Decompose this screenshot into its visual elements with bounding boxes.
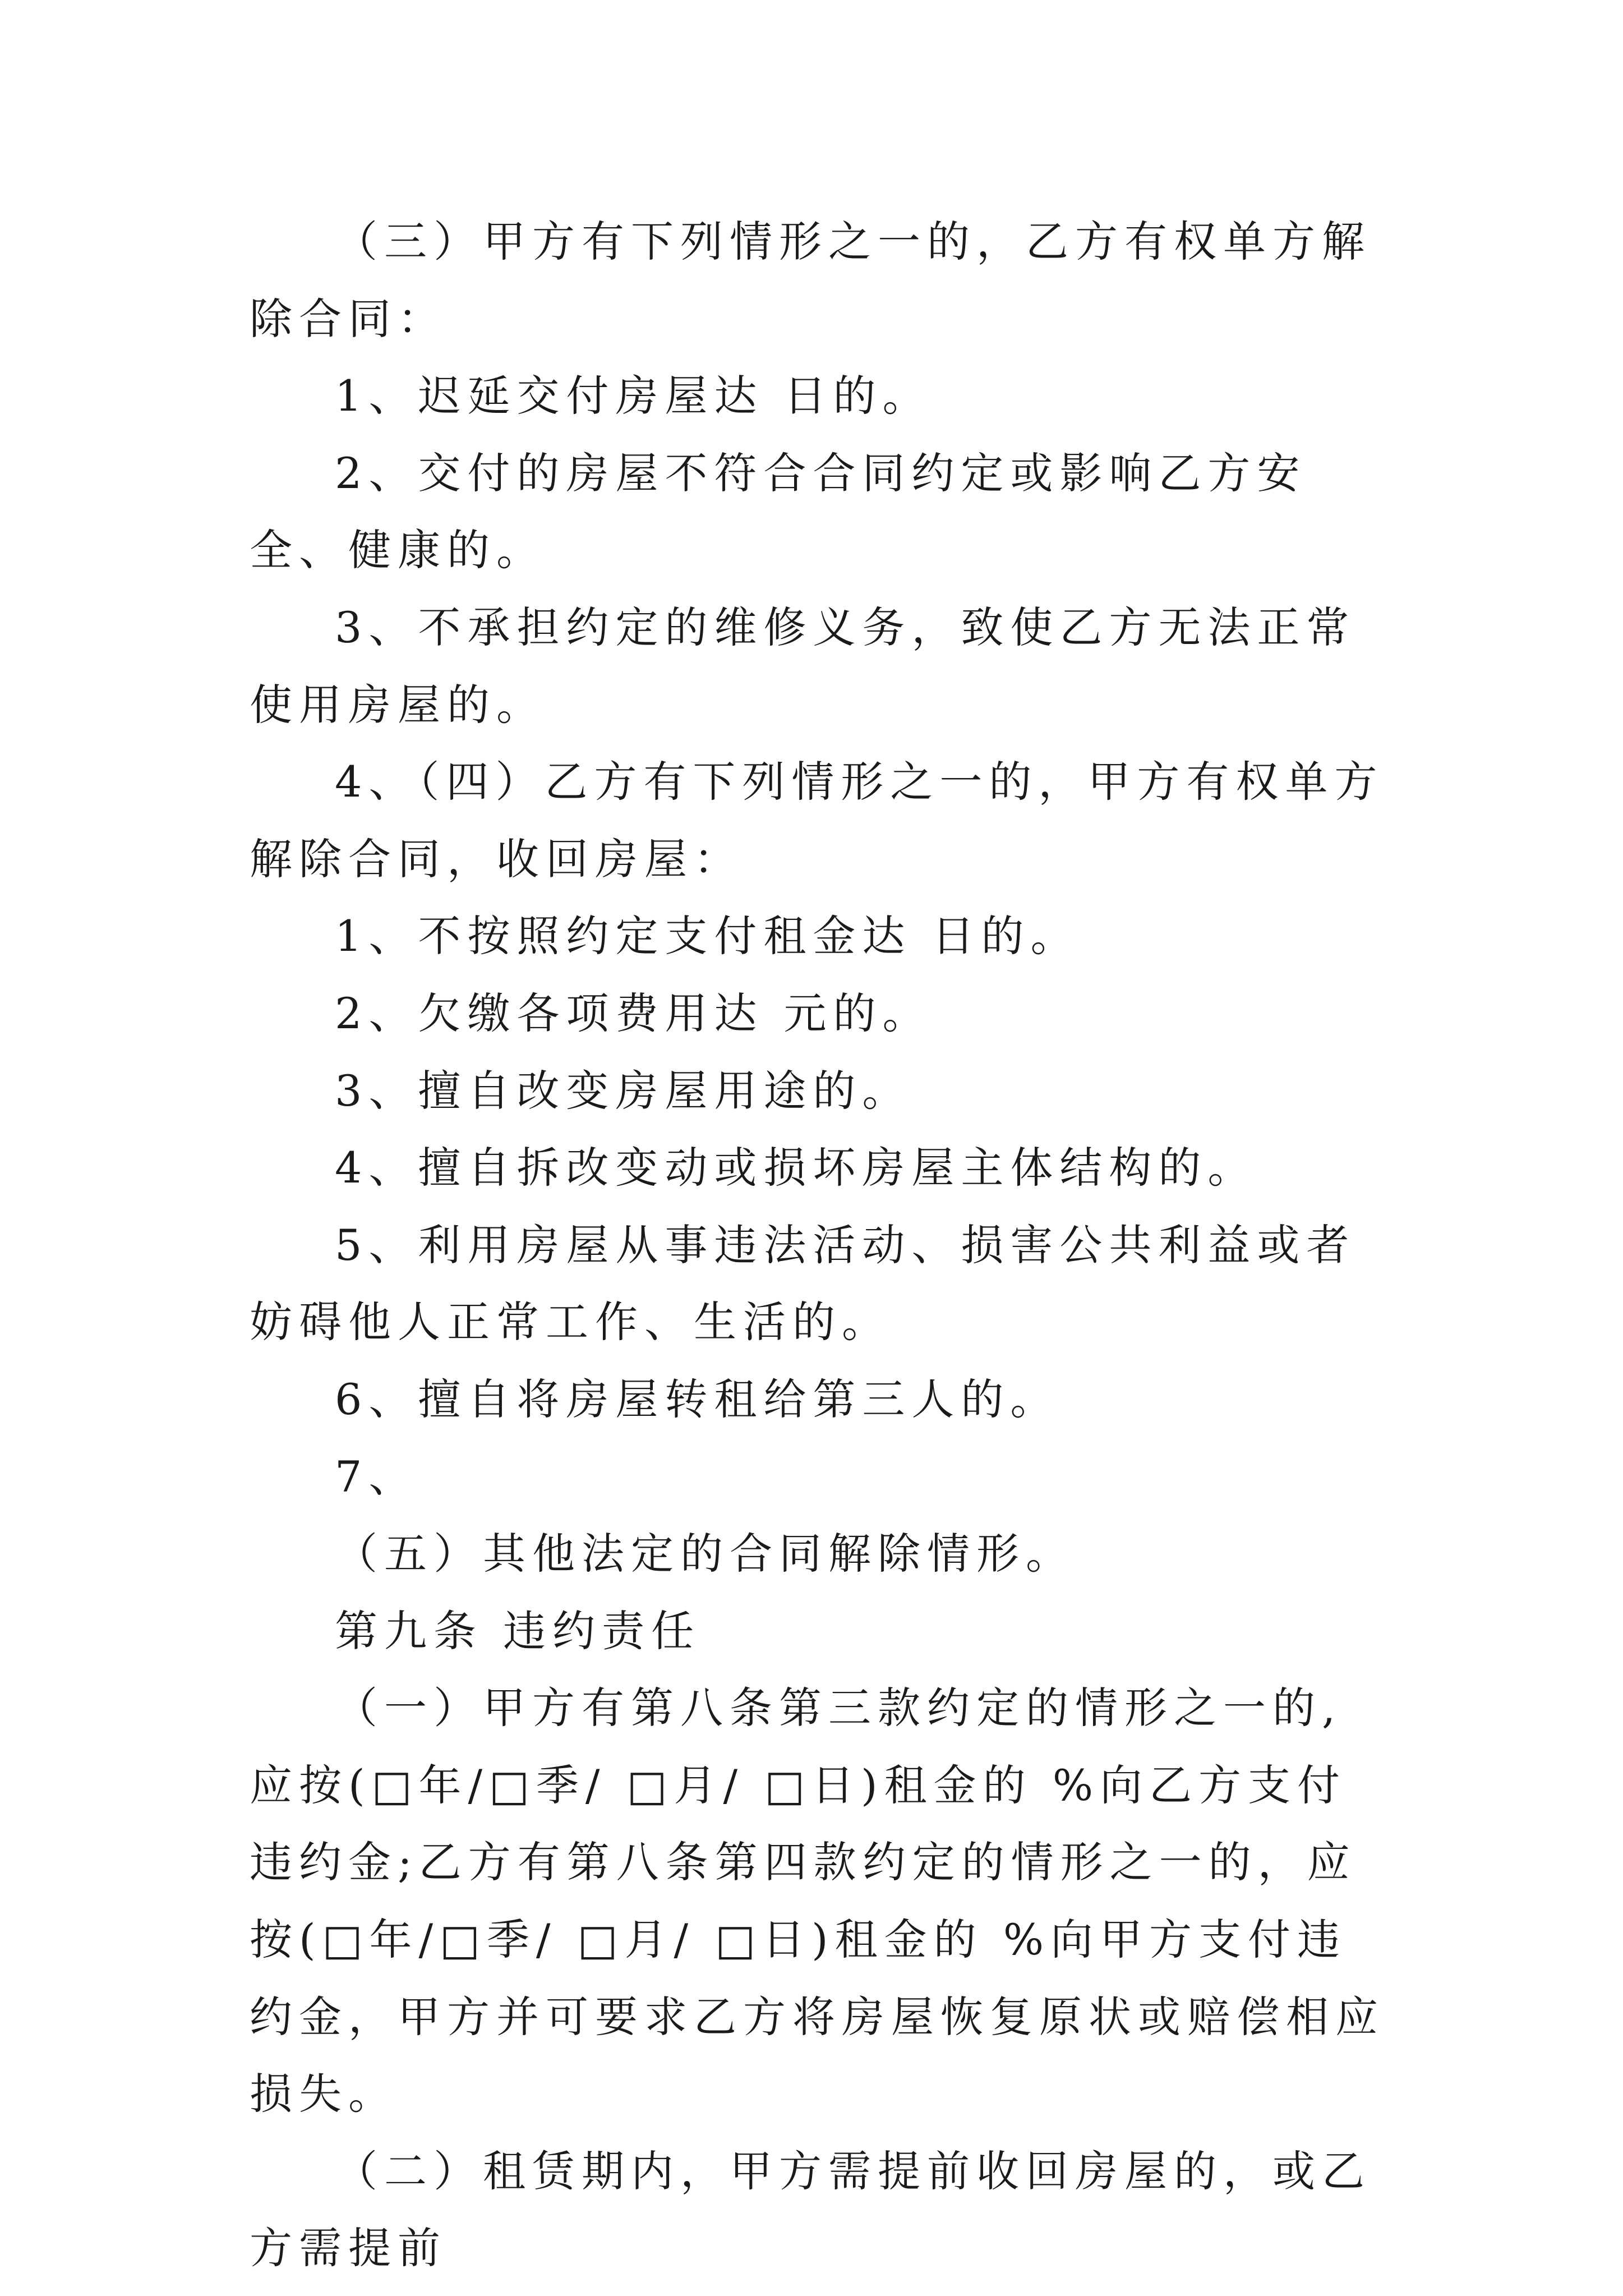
clause-3-heading: （三）甲方有下列情形之一的，乙方有权单方解除合同：: [250, 217, 1371, 344]
article-9-clause-1: （一）甲方有第八条第三款约定的情形之一的,应按(□年/□季/ □月/ □日)租金的 %向乙方支付违约金;乙方有第八条第四款约定的情形之一的，应按(□年/□季/ □月/ □日)租金的 %向甲方支付违约金，甲方并可要求乙方将房屋恢复原状或赔偿相应损失。: [250, 1683, 1385, 2119]
article-9-title: 第九条 违约责任: [335, 1605, 701, 1656]
clause-4-item-2: 2、欠缴各项费用达 元的。: [335, 988, 932, 1038]
clause-4-item-7: 7、: [335, 1451, 418, 1502]
clause-3-item-3: 3、不承担约定的维修义务，致使乙方无法正常使用房屋的。: [250, 602, 1356, 730]
clause-5-heading: （五）其他法定的合同解除情形。: [335, 1529, 1075, 1579]
article-9-clause-2: （二）租赁期内，甲方需提前收回房屋的，或乙方需提前: [250, 2146, 1371, 2274]
clause-4-item-1: 1、不按照约定支付租金达 日的。: [335, 911, 1080, 961]
clause-4-item-3: 3、擅自改变房屋用途的。: [335, 1065, 912, 1116]
clause-4-item-5: 5、利用房屋从事违法活动、损害公共利益或者妨碍他人正常工作、生活的。: [250, 1220, 1356, 1347]
clause-4-item-4: 4、擅自拆改变动或损坏房屋主体结构的。: [335, 1143, 1257, 1193]
clause-4-heading: 4、（四）乙方有下列情形之一的，甲方有权单方解除合同，收回房屋：: [250, 757, 1384, 884]
clause-3-item-1: 1、迟延交付房屋达 日的。: [335, 371, 932, 421]
contract-body: [250, 203, 1391, 2287]
clause-3-item-2: 2、交付的房屋不符合合同约定或影响乙方安全、健康的。: [250, 448, 1307, 576]
clause-4-item-6: 6、擅自将房屋转租给第三人的。: [335, 1374, 1060, 1424]
